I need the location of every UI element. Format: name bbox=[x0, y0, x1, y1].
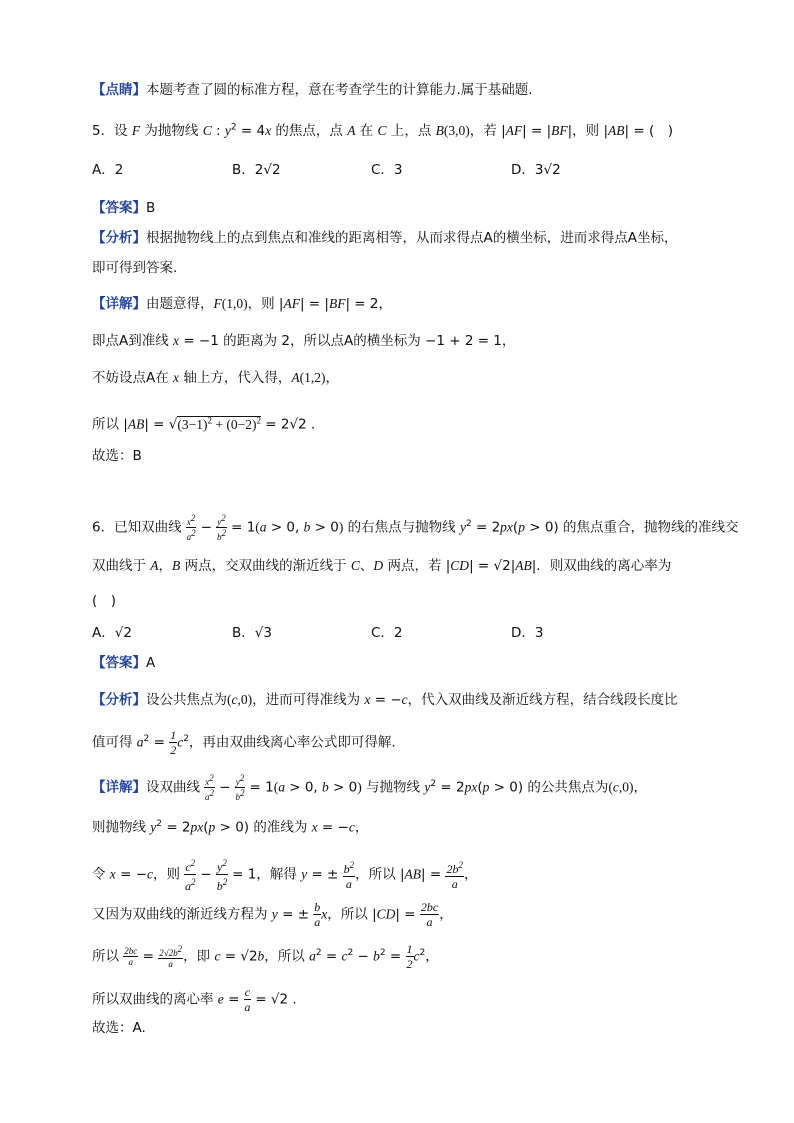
q6-detail-2: 则抛物线 $y^2 = 2px(p > 0)$ 的准线为 x = −c， bbox=[92, 819, 369, 836]
comment-text: 本题考查了圆的标准方程，意在考查学生的计算能力.属于基础题. bbox=[146, 82, 533, 98]
q6-analysis-2: 值可得 $a^2$ = $\frac{1}{2}$ $c^2$，再由双曲线离心率公式即可得解. bbox=[92, 728, 396, 757]
q5-choice: 故选：B bbox=[92, 448, 142, 464]
q6-option-c: C．2 bbox=[371, 625, 403, 641]
q5-answer-tag: 【答案】 bbox=[92, 200, 146, 216]
q5-stem bbox=[92, 117, 673, 141]
comment-line bbox=[92, 80, 533, 100]
q6-stem-1: 6．已知双曲线 $\frac{x^2}{a^2}$ − $\frac{y^2}{b^2}$ = 1(a > 0, b > 0) 的右焦点与抛物线 $y^2 = 2px(p > 0)$ 的焦点重合，抛物线的准线交 bbox=[92, 513, 739, 542]
q5-detail-tag: 【详解】 bbox=[92, 296, 146, 312]
q6-detail-3: 令 x = −c，则 $\frac{c^2}{a^2}$ − $\frac{y^2}{b^2}$ = 1，解得 y = ± $\frac{b^2}{a}$ ，所以 |AB| = $\frac{2b^2}{a}$ ， bbox=[92, 858, 478, 893]
q5-option-a: A．2 bbox=[92, 162, 124, 178]
q5-option-b: B．2√2 bbox=[232, 162, 281, 178]
q6-detail-4: 又因为双曲线的渐近线方程为 y = ± $\frac{b}{a}$ x，所以 |CD| = $\frac{2bc}{a}$ ， bbox=[92, 900, 453, 929]
comment-tag: 【点睛】 bbox=[92, 82, 146, 98]
q6-option-d: D．3 bbox=[511, 625, 544, 641]
q6-answer bbox=[92, 653, 155, 673]
q5-detail-1: 【详解】由题意得，F(1,0)，则 |AF| = |BF| = 2， bbox=[92, 296, 393, 312]
q6-option-a: A．√2 bbox=[92, 625, 132, 641]
q6-option-b: B．√3 bbox=[232, 625, 272, 641]
q5-analysis-text-1: 根据抛物线上的点到焦点和准线的距离相等，从而求得点A的横坐标，进而求得点A坐标， bbox=[146, 230, 678, 246]
q6-detail-tag: 【详解】 bbox=[92, 779, 146, 796]
q6-answer-value: A bbox=[146, 655, 156, 671]
q5-analysis-tag: 【分析】 bbox=[92, 230, 146, 246]
q6-answer-tag: 【答案】 bbox=[92, 655, 146, 671]
q5-analysis-1 bbox=[92, 228, 677, 248]
q5-detail-2: 即点A到准线 x = −1 的距离为 2，所以点A的横坐标为 −1 + 2 = 1， bbox=[92, 333, 516, 349]
q5-option-c: C．3 bbox=[371, 162, 403, 178]
q6-choice: 故选：A. bbox=[92, 1020, 146, 1036]
q6-stem-2: 双曲线于 A，B 两点，交双曲线的渐近线于 C、D 两点，若 |CD| = √2|AB|．则双曲线的离心率为 bbox=[92, 558, 672, 574]
q5-analysis-2: 即可得到答案. bbox=[92, 260, 178, 276]
q6-detail-6: 所以双曲线的离心率 e = $\frac{c}{a}$ = √2 . bbox=[92, 985, 297, 1014]
q5-detail-3: 不妨设点A在 x 轴上方，代入得，A(1,2)， bbox=[92, 370, 339, 386]
q6-detail-1: 【详解】设双曲线 $\frac{x^2}{a^2}$ − $\frac{y^2}{b^2}$ = 1(a > 0, b > 0) 与抛物线 $y^2 = 2px(p > 0)$ 的公共焦点为(c,0)， bbox=[92, 773, 648, 802]
q6-analysis-1: 【分析】设公共焦点为(c,0)，进而可得准线为 x = −c，代入双曲线及渐近线方程，结合线段长度比 bbox=[92, 692, 678, 708]
q5-detail-4: 所以 $|AB| = √(3-1)^2 + (0-2)^2 = 2√2$ . bbox=[92, 415, 316, 433]
q6-analysis-tag: 【分析】 bbox=[92, 692, 146, 708]
q5-option-d: D．3√2 bbox=[511, 162, 561, 178]
q6-stem-3: ( ) bbox=[92, 593, 117, 609]
q5-answer-value: B bbox=[146, 200, 156, 216]
q5-number: 5．设 F 为抛物线 C : $y^2 = 4x$ 的焦点，点 A 在 C 上，点 B(3,0)，若 |AF| = |BF|，则 |AB| = ( ) bbox=[92, 122, 673, 139]
q6-detail-5: 所以 $\frac{2bc}{a}$ = $\frac{2√2b^2}{a}$ ，即 c = √2b，所以 $a^2 = c^2 - b^2$ = $\frac{1}{2}$ $c^2$， bbox=[92, 942, 439, 971]
q5-answer bbox=[92, 198, 155, 218]
